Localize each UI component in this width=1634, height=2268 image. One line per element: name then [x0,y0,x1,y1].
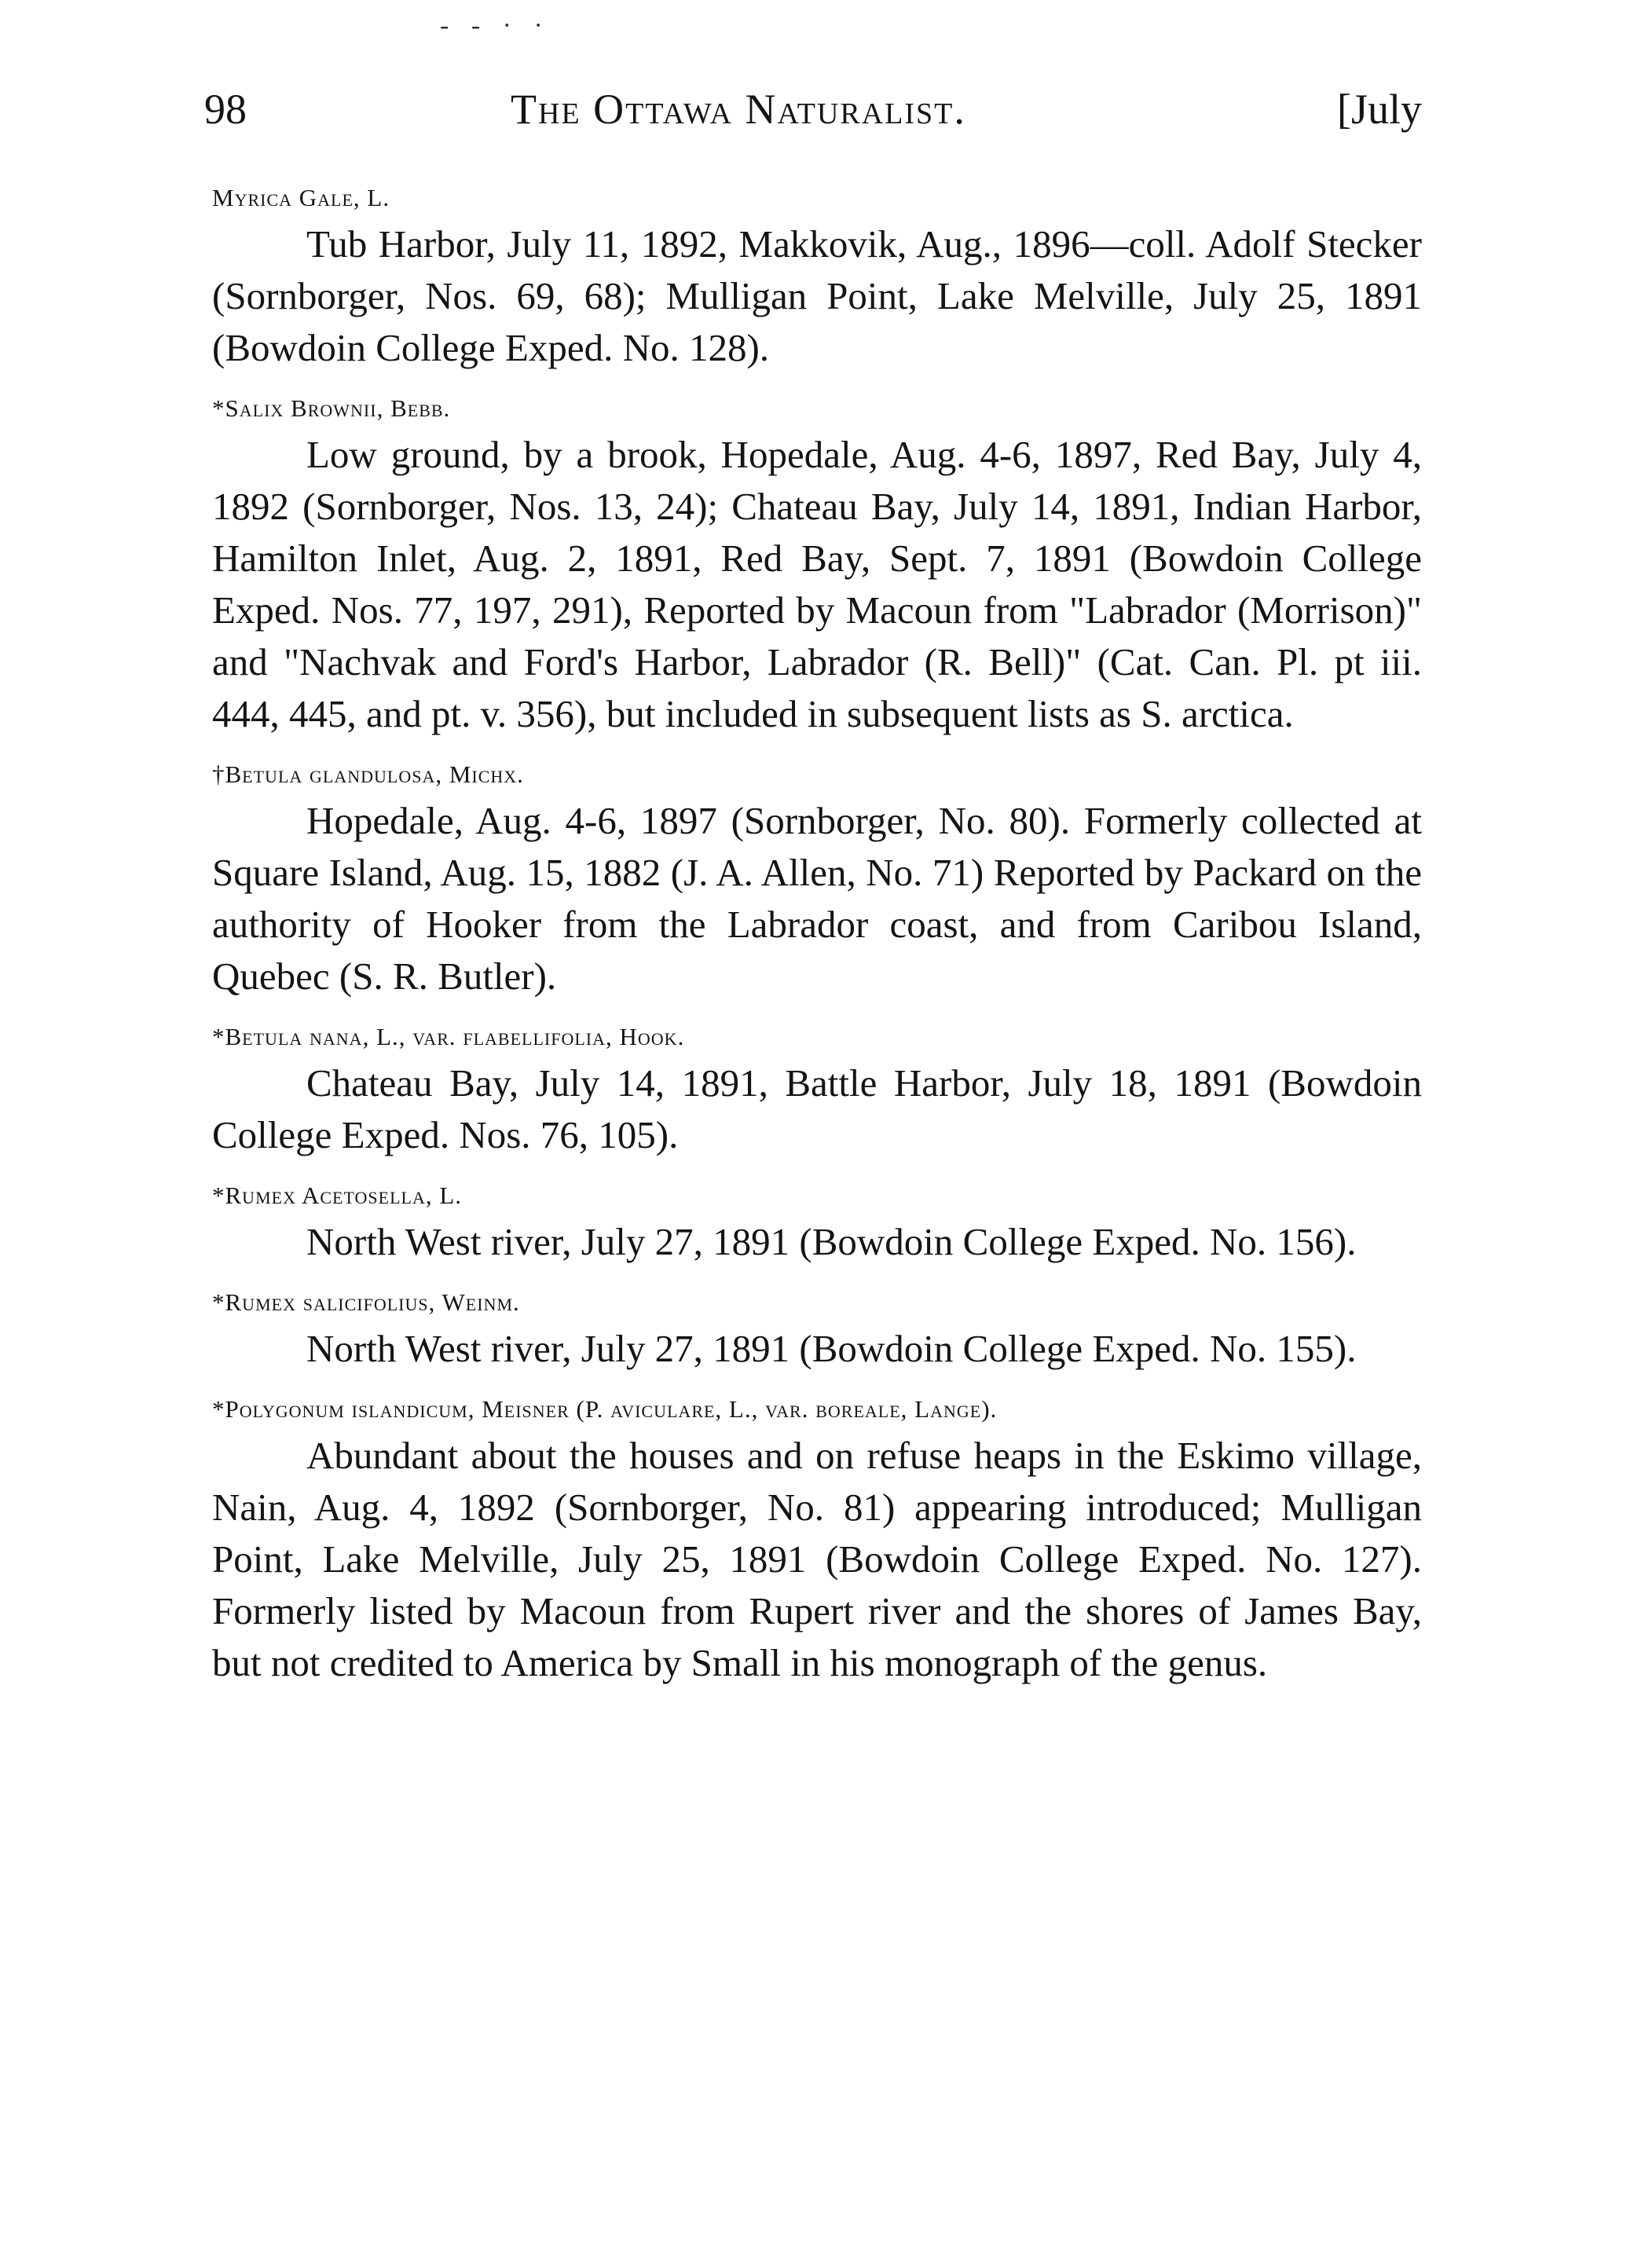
species-heading: *Rumex Acetosella, L. [212,1182,463,1209]
running-head [204,85,1422,148]
species-body: Tub Harbor, July 11, 1892, Makkovik, Aug., 1896—coll. Adolf Stecker (Sornborger, Nos. 69, 68); Mulligan Point, Lake Melville, July 25, 1891 (Bowdoin College Exped. No. 128). [212,222,1422,369]
species-body: Low ground, by a brook, Hopedale, Aug. 4-6, 1897, Red Bay, July 4, 1892 (Sornborger, Nos. 13, 24); Chateau Bay, July 14, 1891, Indian Harbor, Hamilton Inlet, Aug. 2, 1891, Red Bay, Sept. 7, 1891 (Bowdoin College Exped. Nos. 77, 197, 291), Reported by Macoun from "Labrador (Morrison)" and "Nachvak and Ford's Harbor, Labrador (R. Bell)" (Cat. Can. Pl. pt iii. 444, 445, and pt. v. 356), but included in subsequent lists as S. arctica. [212,433,1422,735]
species-heading: *Salix Brownii, Bebb. [212,394,451,422]
species-entry [212,393,1422,740]
species-entry [212,1394,1422,1689]
species-entry [212,1287,1422,1375]
species-body: Hopedale, Aug. 4-6, 1897 (Sornborger, No. 80). Formerly collected at Square Island, Aug. 15, 1882 (J. A. Allen, No. 71) Reported by Packard on the authority of Hooker from the Labrador coast, and from Caribou Island, Quebec (S. R. Butler). [212,799,1422,998]
page-number: 98 [204,86,247,133]
issue-month: [July [1337,86,1422,133]
journal-title: The Ottawa Naturalist. [511,86,966,133]
species-heading: Myrica Gale, L. [212,184,390,211]
species-entry [212,1021,1422,1161]
species-body: Abundant about the houses and on refuse heaps in the Eskimo village, Nain, Aug. 4, 1892 (Sornborger, No. 81) appearing introduced; Mulligan Point, Lake Melville, July 25, 1891 (Bowdoin College Exped. No. 127). Formerly listed by Macoun from Rupert river and the shores of James Bay, but not credited to America by Small in his monograph of the genus. [212,1434,1422,1684]
species-heading: *Betula nana, L., var. flabellifolia, Hook. [212,1023,685,1050]
species-heading: *Rumex salicifolius, Weinm. [212,1288,520,1316]
species-entry [212,1180,1422,1268]
scan-specks: - - · · [440,11,551,40]
species-heading: †Betula glandulosa, Michx. [212,760,524,788]
species-body: North West river, July 27, 1891 (Bowdoin College Exped. No. 156). [306,1220,1357,1263]
species-entry [212,759,1422,1002]
species-heading: *Polygonum islandicum, Meisner (P. aviculare, L., var. boreale, Lange). [212,1395,998,1423]
species-entry [212,182,1422,374]
species-entries [212,182,1422,1708]
species-body: North West river, July 27, 1891 (Bowdoin College Exped. No. 155). [306,1327,1357,1370]
species-body: Chateau Bay, July 14, 1891, Battle Harbor, July 18, 1891 (Bowdoin College Exped. Nos. 76, 105). [212,1061,1422,1156]
